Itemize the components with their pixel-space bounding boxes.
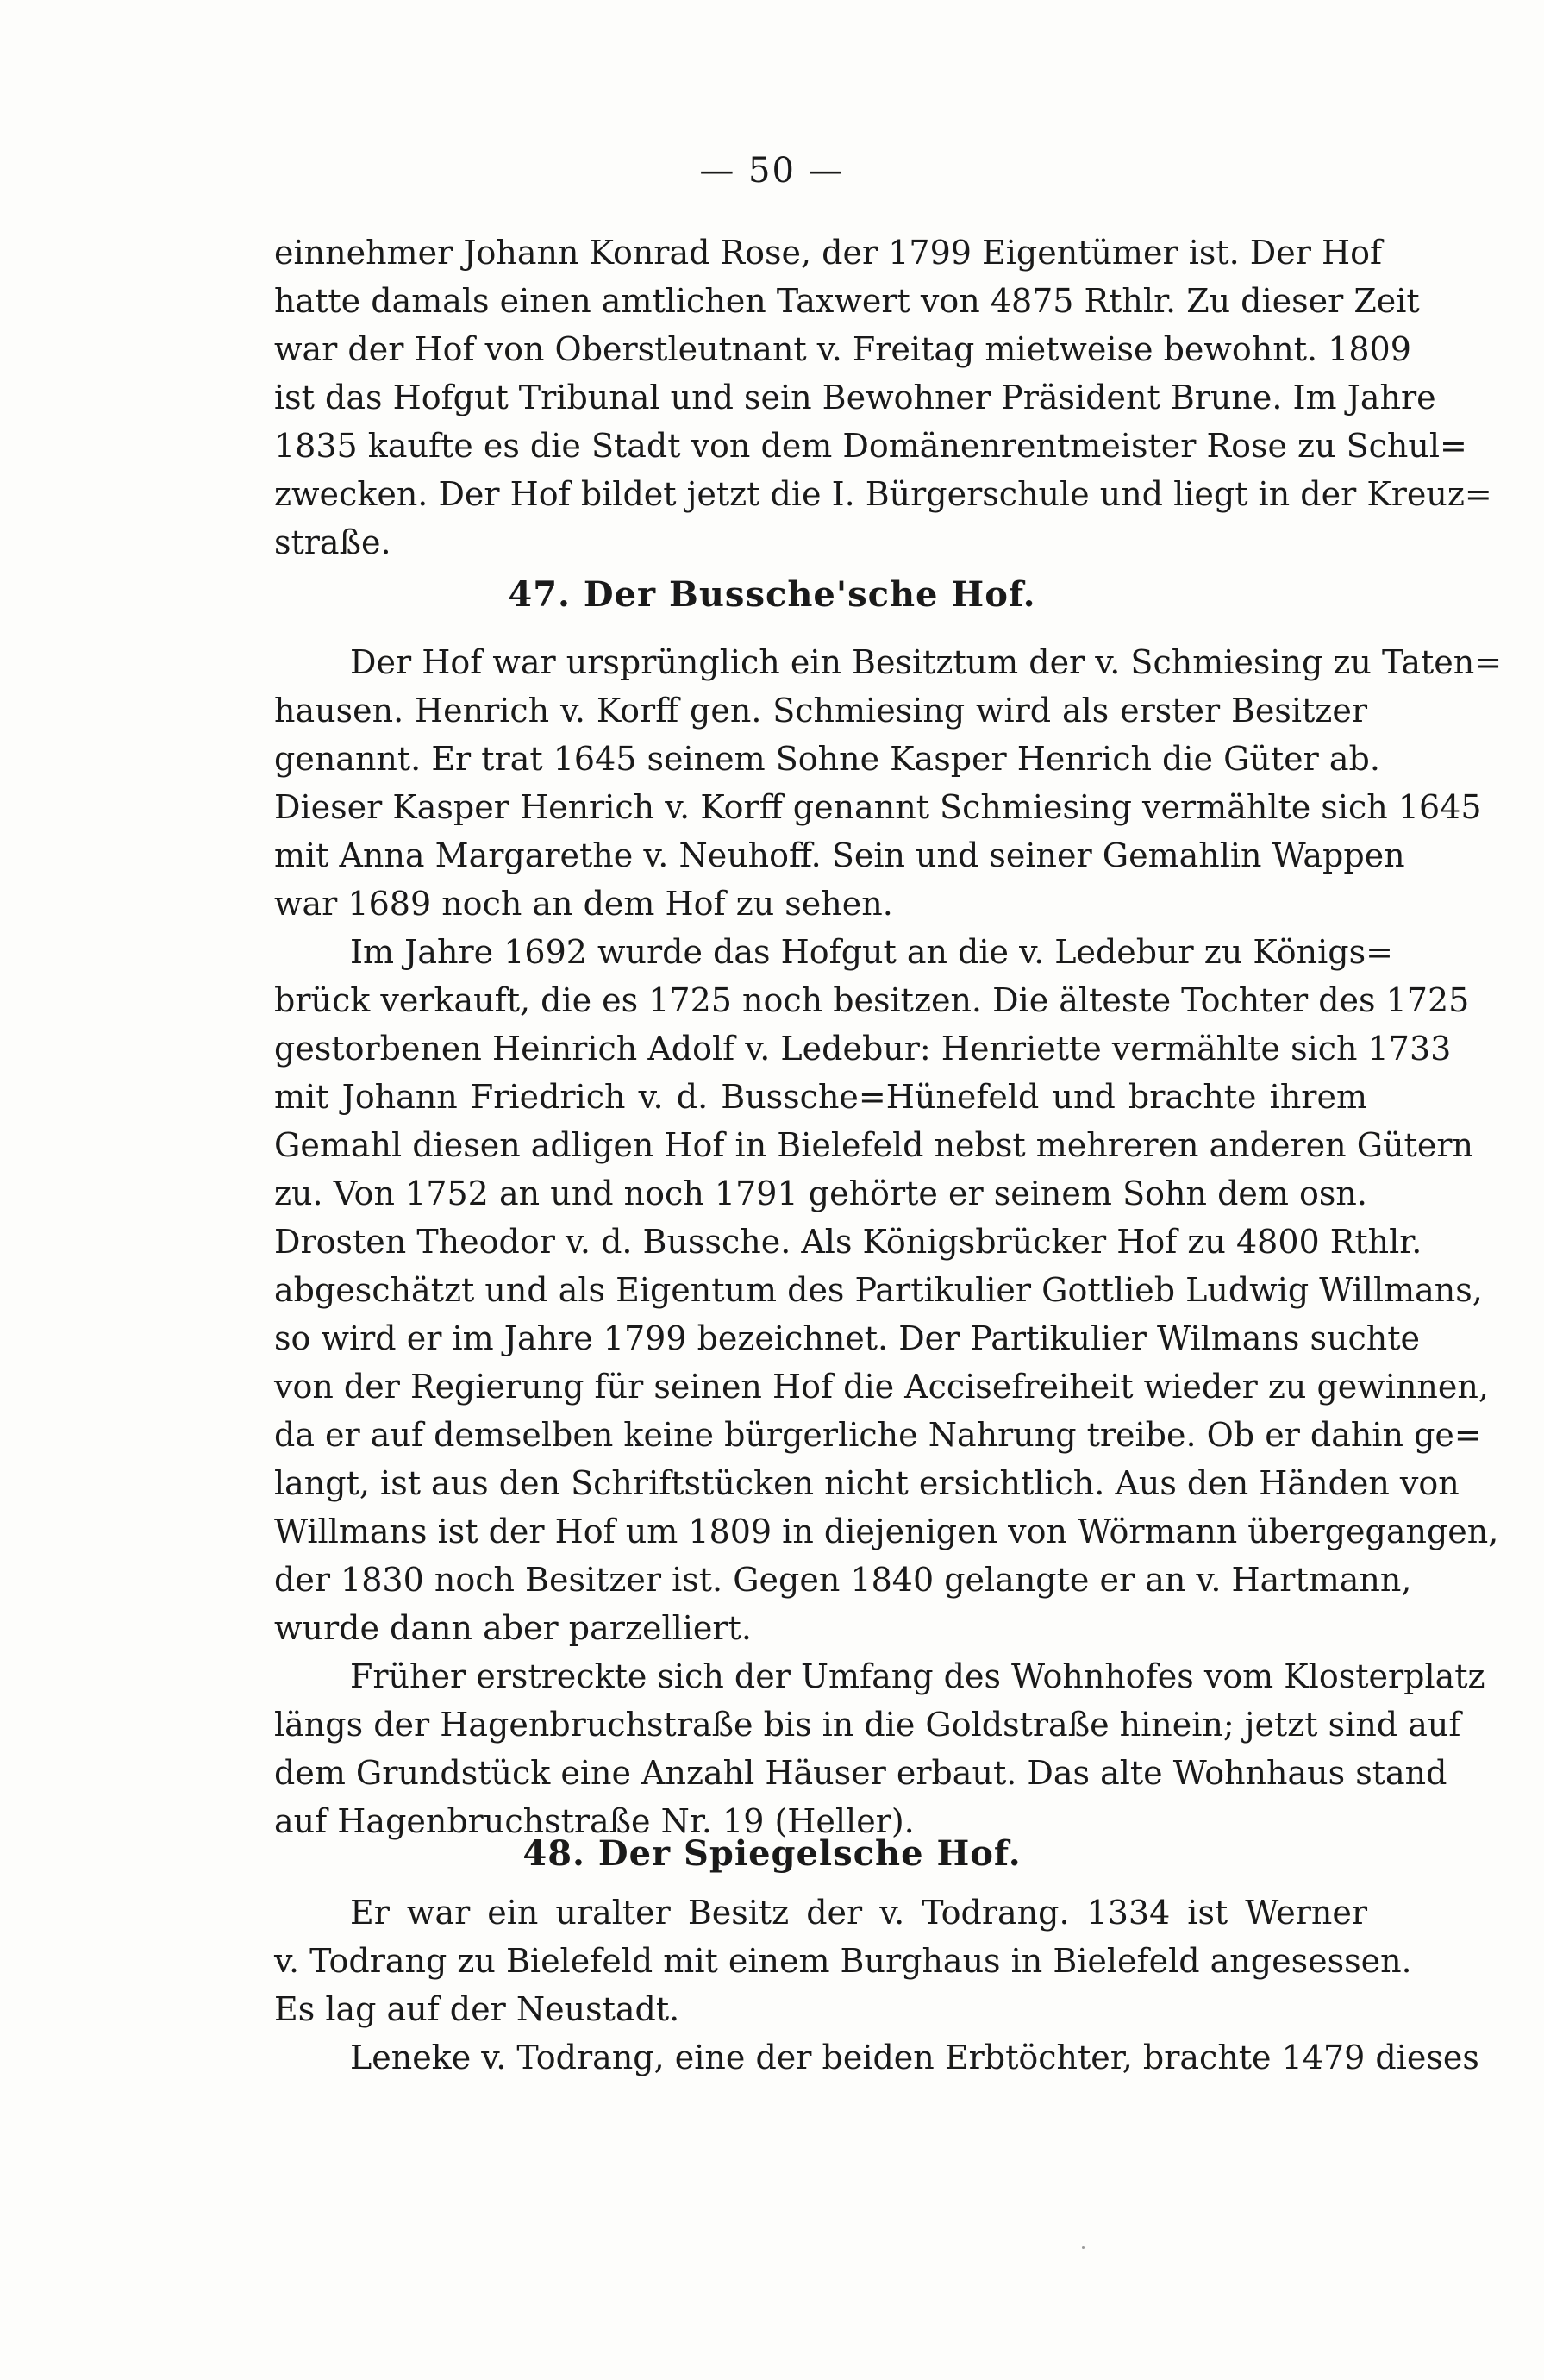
text-line: hatte damals einen amtlichen Taxwert von 4875 Rthlr. Zu dieser Zeit	[274, 282, 1420, 320]
section-heading-48: 48. Der Spiegelsche Hof.	[522, 1833, 1022, 1874]
section-48-body	[274, 1888, 1479, 2082]
text-line: zwecken. Der Hof bildet jetzt die I. Bürgerschule und liegt in der Kreuz=	[274, 475, 1492, 513]
text-line: abgeschätzt und als Eigentum des Partikulier Gottlieb Ludwig Willmans,	[274, 1271, 1483, 1309]
text-line: Es lag auf der Neustadt.	[274, 1990, 680, 2028]
text-line: längs der Hagenbruchstraße bis in die Goldstraße hinein; jetzt sind auf	[274, 1706, 1461, 1744]
paragraph-continuation	[274, 229, 1492, 567]
text-line: Leneke v. Todrang, eine der beiden Erbtöchter, brachte 1479 dieses	[350, 2039, 1479, 2076]
text-line: langt, ist aus den Schriftstücken nicht ersichtlich. Aus den Händen von	[274, 1464, 1460, 1502]
text-line: wurde dann aber parzelliert.	[274, 1609, 752, 1647]
text-line: zu. Von 1752 an und noch 1791 gehörte er seinem Sohn dem osn.	[274, 1174, 1367, 1212]
text-line: war 1689 noch an dem Hof zu sehen.	[274, 885, 893, 923]
text-line: Früher erstreckte sich der Umfang des Wohnhofes vom Klosterplatz	[350, 1657, 1485, 1695]
text-line: brück verkauft, die es 1725 noch besitzen. Die älteste Tochter des 1725	[274, 981, 1470, 1019]
text-line: Drosten Theodor v. d. Bussche. Als Königsbrücker Hof zu 4800 Rthlr.	[274, 1223, 1422, 1261]
text-line: so wird er im Jahre 1799 bezeichnet. Der Partikulier Wilmans suchte	[274, 1319, 1420, 1357]
text-line: war der Hof von Oberstleutnant v. Freitag mietweise bewohnt. 1809	[274, 330, 1411, 368]
text-line: der 1830 noch Besitzer ist. Gegen 1840 gelangte er an v. Hartmann,	[274, 1561, 1412, 1599]
text-line: dem Grundstück eine Anzahl Häuser erbaut. Das alte Wohnhaus stand	[274, 1754, 1447, 1792]
text-line: Er war ein uralter Besitz der v. Todrang. 1334 ist Werner	[350, 1894, 1367, 1932]
text-line: genannt. Er trat 1645 seinem Sohne Kasper Henrich die Güter ab.	[274, 740, 1380, 778]
section-heading-47: 47. Der Bussche'sche Hof.	[508, 574, 1036, 615]
paper-speck	[1082, 2246, 1085, 2249]
text-line: da er auf demselben keine bürgerliche Nahrung treibe. Ob er dahin ge=	[274, 1416, 1482, 1454]
text-line: von der Regierung für seinen Hof die Accisefreiheit wieder zu gewinnen,	[274, 1368, 1489, 1406]
text-line: Der Hof war ursprünglich ein Besitztum der v. Schmiesing zu Taten=	[350, 643, 1503, 681]
text-line: mit Johann Friedrich v. d. Bussche=Hünefeld und brachte ihrem	[274, 1078, 1367, 1116]
text-line: straße.	[274, 523, 391, 561]
text-line: 1835 kaufte es die Stadt von dem Domänenrentmeister Rose zu Schul=	[274, 427, 1467, 465]
page-number: — 50 —	[699, 151, 845, 191]
text-line: v. Todrang zu Bielefeld mit einem Burghaus in Bielefeld angesessen.	[274, 1942, 1412, 1980]
text-line: gestorbenen Heinrich Adolf v. Ledebur: Henriette vermählte sich 1733	[274, 1030, 1452, 1068]
text-line: Willmans ist der Hof um 1809 in diejenigen von Wörmann übergegangen,	[274, 1513, 1499, 1550]
text-line: einnehmer Johann Konrad Rose, der 1799 Eigentümer ist. Der Hof	[274, 234, 1383, 272]
text-line: Im Jahre 1692 wurde das Hofgut an die v. Ledebur zu Königs=	[350, 933, 1393, 971]
section-47-body	[274, 638, 1503, 1845]
text-line: hausen. Henrich v. Korff gen. Schmiesing wird als erster Besitzer	[274, 692, 1367, 730]
text-line: Dieser Kasper Henrich v. Korff genannt Schmiesing vermählte sich 1645	[274, 788, 1482, 826]
text-line: auf Hagenbruchstraße Nr. 19 (Heller).	[274, 1802, 915, 1840]
text-line: Gemahl diesen adligen Hof in Bielefeld nebst mehreren anderen Gütern	[274, 1126, 1473, 1164]
text-line: mit Anna Margarethe v. Neuhoff. Sein und seiner Gemahlin Wappen	[274, 836, 1405, 874]
text-line: ist das Hofgut Tribunal und sein Bewohner Präsident Brune. Im Jahre	[274, 379, 1436, 416]
